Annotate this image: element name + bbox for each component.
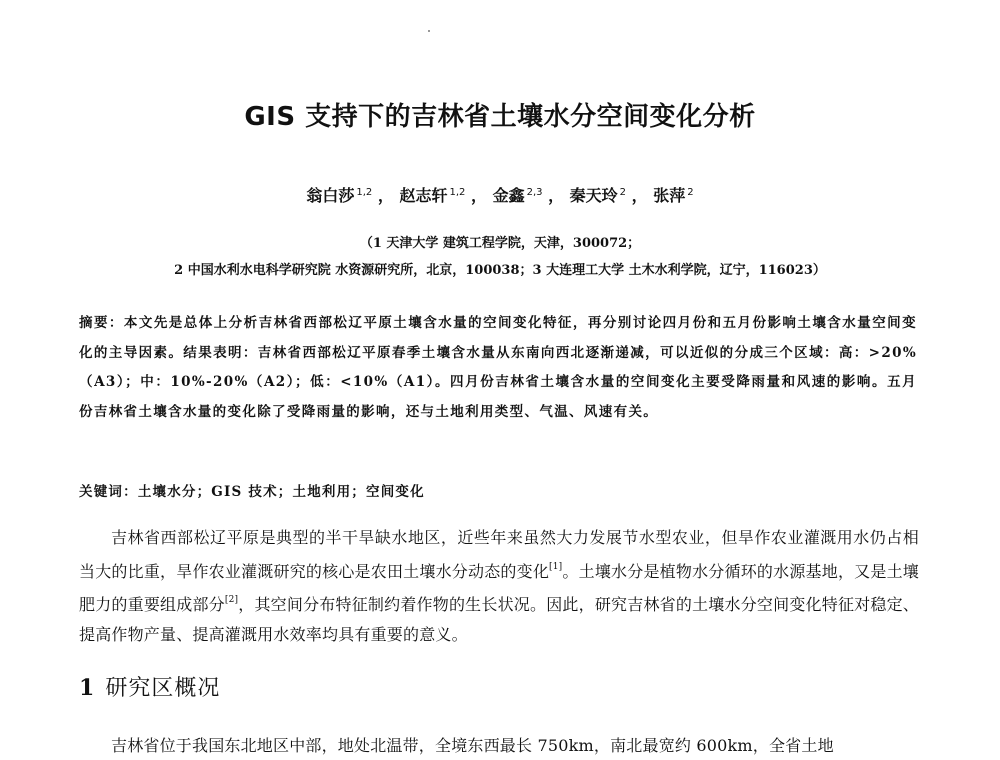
author-list: 翁白莎 $^{1,2}$ ， 赵志轩 $^{1,2}$ ， 金鑫 $^{2,3}$ ， 秦天玲 $^2$ ， 张萍 $^2$ (306, 186, 694, 205)
keywords-text: 土壤水分；GIS 技术；土地利用；空间变化 (137, 484, 425, 500)
intro-paragraph (79, 523, 919, 649)
abstract (79, 309, 917, 427)
citation-2: [2] (224, 595, 239, 605)
intro-text-2: 。土壤水分是植物水分循环的水源基地，又是土壤肥力的重要组成部分 (79, 561, 919, 614)
citation-1: [1] (549, 561, 563, 572)
section-number: 1 (79, 675, 96, 701)
author-name: 赵志轩 (399, 186, 448, 205)
author-affil-sup: 1,2 (449, 187, 466, 198)
author-affil-sup: 2,3 (526, 187, 543, 198)
section-title: 研究区概况 (105, 676, 221, 701)
author-affil-sup: 2 (619, 187, 627, 198)
intro-text-3: ，其空间分布特征制约着作物的生长状况。因此，研究吉林省的土壤水分空间变化特征对稳定、提高作物产量、提高灌溉用水效率均具有重要的意义。 (79, 595, 919, 644)
keywords-label: 关键词： (79, 484, 138, 500)
author-name: 秦天玲 (569, 186, 618, 205)
keywords (79, 480, 917, 500)
author-name: 张萍 (653, 186, 686, 205)
section-heading (79, 671, 220, 702)
affiliation-line-2: 2 中国水利水电科学研究院 水资源研究所，北京，100038；3 大连理工大学 土木水利学院，辽宁，116023） (174, 263, 826, 278)
author-name: 翁白莎 (306, 186, 355, 205)
intro-text-1: 吉林省西部松辽平原是典型的半干旱缺水地区，近些年来虽然大力发展节水型农业，但旱作农业灌溉用水仍占相当大的比重，旱作农业灌溉研究的核心是农田土壤水分动态的变化 (79, 528, 919, 581)
abstract-text: 本文先是总体上分析吉林省西部松辽平原土壤含水量的空间变化特征，再分别讨论四月份和五月份影响土壤含水量空间变化的主导因素。结果表明：吉林省西部松辽平原春季土壤含水量从东南向西北逐渐递减，可以近似的分成三个区域：高：>20%（A3）；中：10%-20%（A2）；低：<10%（A1）。四月份吉林省土壤含水量的空间变化主要受降雨量和风速的影响。五月份吉林省土壤含水量的变化除了受降雨量的影响，还与土地利用类型、气温、风速有关。 (79, 315, 917, 420)
affiliation-line-1: （1 天津大学 建筑工程学院，天津，300072； (359, 236, 641, 251)
author-affil-sup: 1,2 (356, 187, 373, 198)
abstract-label: 摘要： (79, 315, 124, 331)
paper-title: GIS 支持下的吉林省土壤水分空间变化分析 (244, 102, 756, 132)
author-name: 金鑫 (492, 186, 525, 205)
scan-speck (428, 30, 430, 32)
author-affil-sup: 2 (687, 187, 694, 198)
section1-paragraph: 吉林省位于我国东北地区中部，地处北温带，全境东西最长 750km，南北最宽约 600km，全省土地 (111, 736, 834, 755)
